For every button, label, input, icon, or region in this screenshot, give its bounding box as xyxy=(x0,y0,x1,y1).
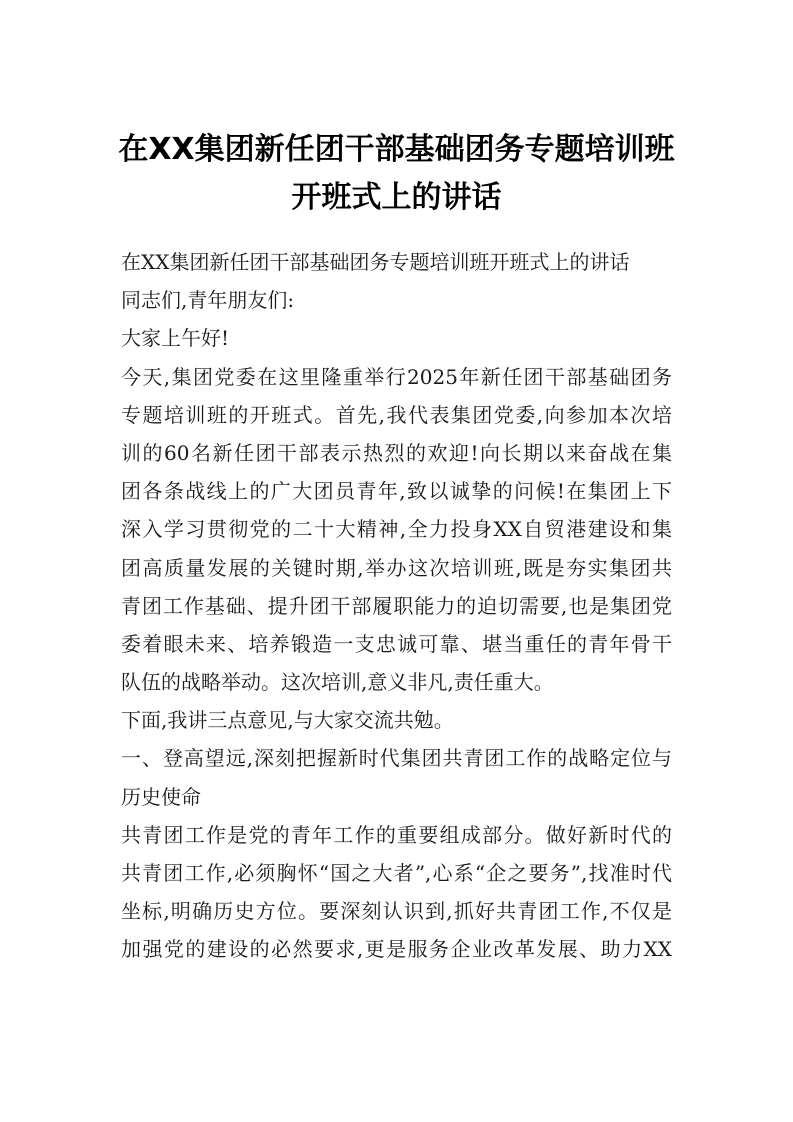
document-body xyxy=(121,243,672,969)
body-line: 训的60名新任团干部表示热烈的欢迎!向长期以来奋战在集 xyxy=(121,440,672,465)
body-line-greeting: 大家上午好! xyxy=(121,326,230,351)
document-title-line-2: 开班式上的讲话 xyxy=(291,180,502,215)
body-line: 加强党的建设的必然要求,更是服务企业改革发展、助力XX xyxy=(121,937,672,962)
body-line: 委着眼未来、培养锻造一支忠诚可靠、堪当重任的青年骨干 xyxy=(121,631,672,656)
body-line: 下面,我讲三点意见,与大家交流共勉。 xyxy=(121,708,454,733)
body-line: 团各条战线上的广大团员青年,致以诚挚的问候!在集团上下 xyxy=(121,479,672,504)
document-title-line-1: 在XX集团新任团干部基础团务专题培训班 xyxy=(118,132,675,167)
body-line: 队伍的战略举动。这次培训,意义非凡,责任重大。 xyxy=(121,670,554,695)
body-line: 青团工作基础、提升团干部履职能力的迫切需要,也是集团党 xyxy=(121,593,672,618)
section-heading-line: 一、登高望远,深刻把握新时代集团共青团工作的战略定位与 xyxy=(121,746,672,771)
body-line: 团高质量发展的关键时期,举办这次培训班,既是夯实集团共 xyxy=(121,555,672,580)
body-line: 坐标,明确历史方位。要深刻认识到,抓好共青团工作,不仅是 xyxy=(121,899,672,924)
body-line: 今天,集团党委在这里隆重举行2025年新任团干部基础团务 xyxy=(121,364,672,389)
body-line-salutation: 同志们,青年朋友们: xyxy=(121,288,295,313)
body-line: 共青团工作是党的青年工作的重要组成部分。做好新时代的 xyxy=(121,822,672,847)
body-line: 专题培训班的开班式。首先,我代表集团党委,向参加本次培 xyxy=(121,402,672,427)
body-line: 深入学习贯彻党的二十大精神,全力投身XX自贸港建设和集 xyxy=(121,517,672,542)
body-line: 共青团工作,必须胸怀“国之大者”,心系“企之要务”,找准时代 xyxy=(121,861,672,885)
section-heading-line: 历史使命 xyxy=(121,784,201,809)
body-line-subtitle: 在XX集团新任团干部基础团务专题培训班开班式上的讲话 xyxy=(121,250,630,274)
